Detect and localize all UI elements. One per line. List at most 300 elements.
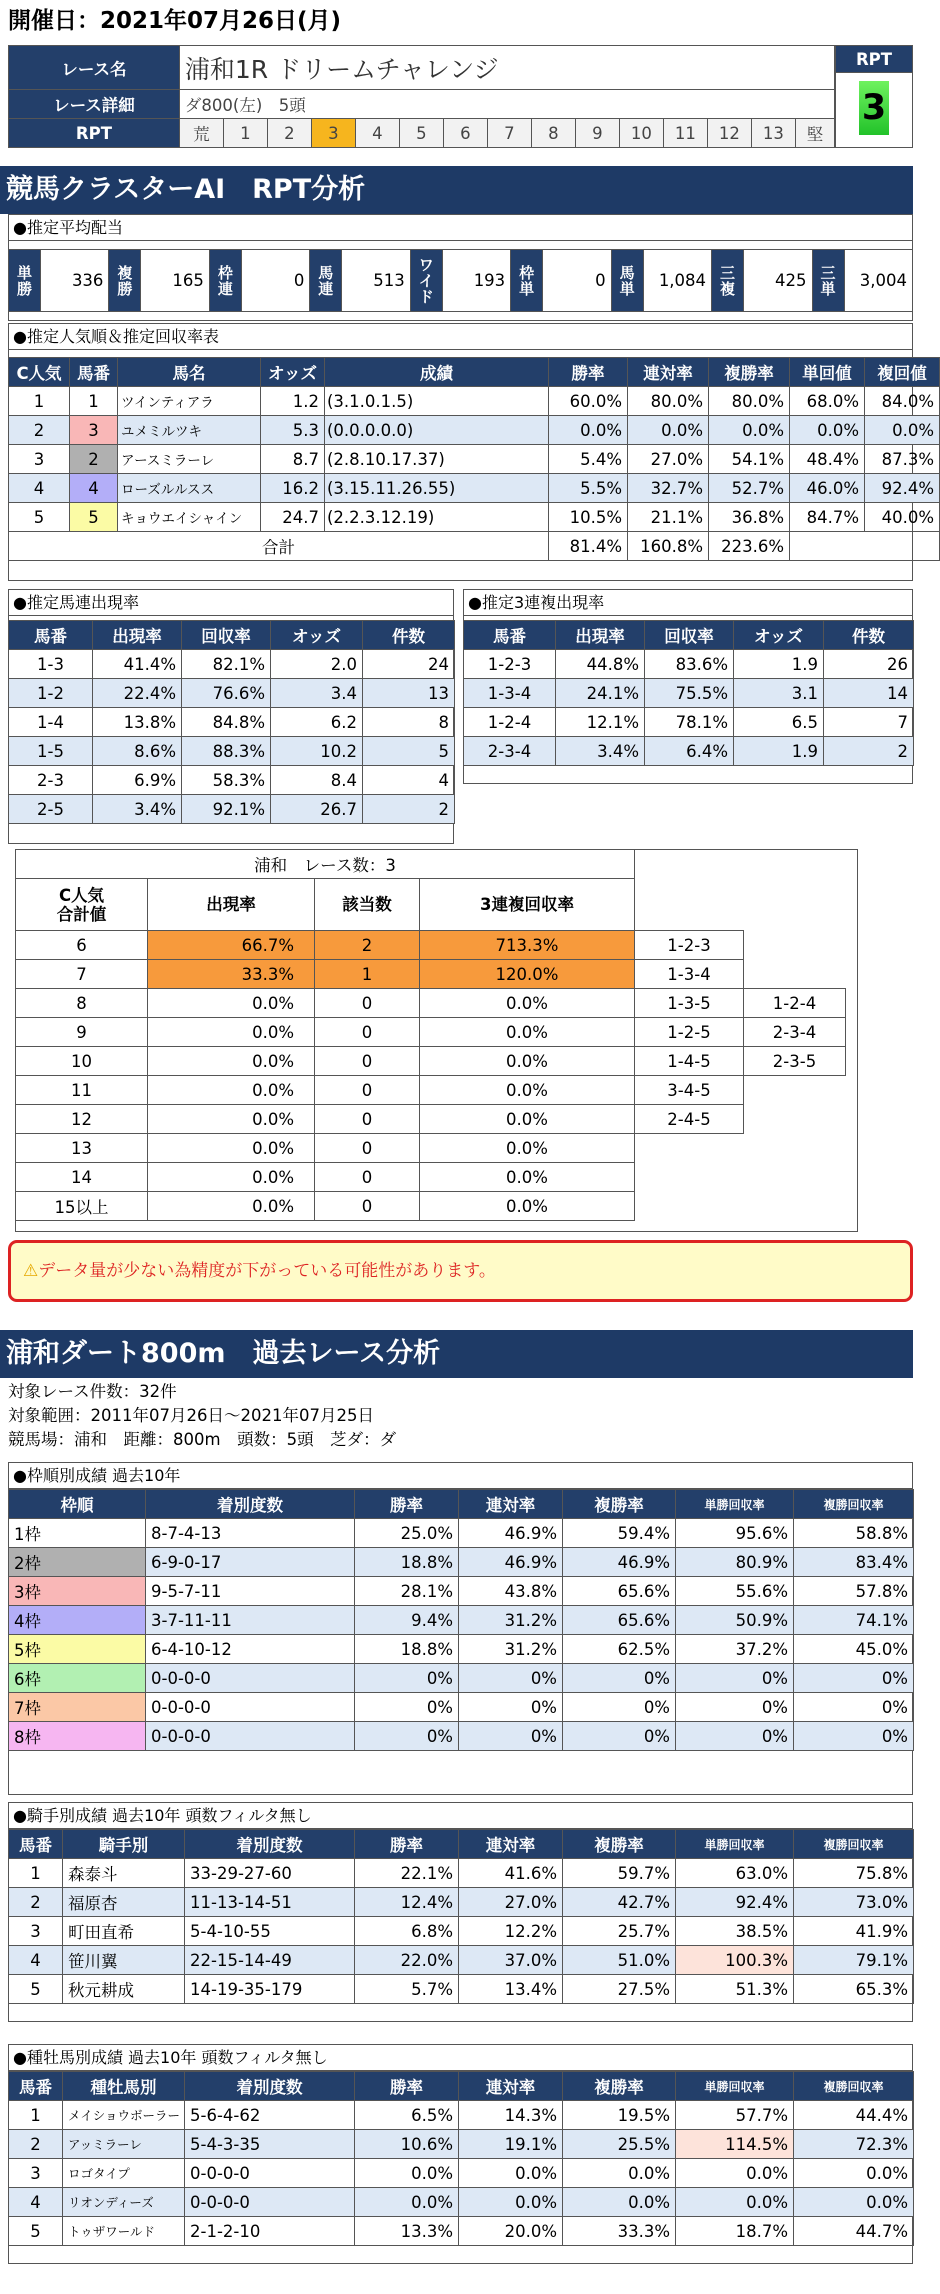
- waku-header-5: 単勝回収率: [676, 1490, 794, 1519]
- jockey-cell: 75.8%: [794, 1859, 914, 1888]
- sire-cell: 0.0%: [794, 2159, 914, 2188]
- race-info-table: [8, 45, 835, 148]
- race-name-label: レース名: [9, 46, 180, 90]
- rpt-scale-6: 6: [443, 119, 487, 148]
- waku-cell: 62.5%: [563, 1635, 676, 1664]
- waku-header-6: 複勝回収率: [794, 1490, 914, 1519]
- waku-cell: 0-0-0-0: [146, 1693, 355, 1722]
- sire-cell: 5: [9, 2217, 63, 2246]
- popularity-cell: 40.0%: [865, 503, 940, 532]
- csum-row: [16, 989, 846, 1018]
- popularity-cell: (3.1.0.1.5): [325, 387, 549, 416]
- payout-table: [8, 249, 913, 312]
- sanren-cell: 1-2-4: [464, 708, 556, 737]
- sire-cell: 14.3%: [459, 2101, 563, 2130]
- csum-header-2: 該当数: [315, 879, 420, 931]
- rpt-scale-1: 1: [223, 119, 267, 148]
- popularity-cell: 32.7%: [628, 474, 709, 503]
- popularity-panel: [8, 323, 934, 581]
- umaren-cell: 84.8%: [182, 708, 271, 737]
- payout-label-3: 馬連: [310, 250, 342, 312]
- jockey-cell: 4: [9, 1946, 63, 1975]
- umaren-cell: 5: [363, 737, 455, 766]
- jockey-header-2: 着別度数: [185, 1830, 355, 1859]
- waku-cell: 3枠: [9, 1577, 146, 1606]
- sire-cell: 3: [9, 2159, 63, 2188]
- jockey-cell: 63.0%: [676, 1859, 794, 1888]
- waku-cell: 0%: [355, 1664, 459, 1693]
- jockey-cell: 笹川翼: [63, 1946, 185, 1975]
- race-detail-label: レース詳細: [9, 90, 180, 119]
- waku-cell: 0-0-0-0: [146, 1722, 355, 1751]
- popularity-cell: ユメミルツキ: [118, 416, 261, 445]
- payout-label-7: 三複: [712, 250, 744, 312]
- sire-cell: 20.0%: [459, 2217, 563, 2246]
- csum-cell: 33.3%: [148, 960, 315, 989]
- sire-cell: 6.5%: [355, 2101, 459, 2130]
- waku-cell: 0-0-0-0: [146, 1664, 355, 1693]
- jockey-label: ●騎手別成績 過去10年 頭数フィルタ無し: [9, 1803, 912, 1829]
- jockey-cell: 5: [9, 1975, 63, 2004]
- payout-label-4: ワイド: [410, 250, 442, 312]
- sire-cell: 44.4%: [794, 2101, 914, 2130]
- jockey-cell: 3: [9, 1917, 63, 1946]
- csum-cell: 0.0%: [420, 1192, 635, 1221]
- sire-panel: [8, 2044, 913, 2264]
- rpt-scale-9: 9: [575, 119, 619, 148]
- umaren-header-2: 回収率: [182, 621, 271, 650]
- waku-cell: 0%: [563, 1664, 676, 1693]
- waku-row: [9, 1635, 914, 1664]
- sire-cell: 114.5%: [676, 2130, 794, 2159]
- sire-cell: 0.0%: [676, 2188, 794, 2217]
- jockey-header-1: 騎手別: [63, 1830, 185, 1859]
- popularity-cell: 4: [70, 474, 118, 503]
- sire-header-5: 複勝率: [563, 2072, 676, 2101]
- csum-cell: 1: [315, 960, 420, 989]
- umaren-cell: 76.6%: [182, 679, 271, 708]
- sire-row: [9, 2188, 914, 2217]
- umaren-cell: 1-4: [9, 708, 93, 737]
- sire-cell: 72.3%: [794, 2130, 914, 2159]
- sire-cell: 1: [9, 2101, 63, 2130]
- sire-header-4: 連対率: [459, 2072, 563, 2101]
- sire-row: [9, 2159, 914, 2188]
- csum-row: [16, 931, 846, 960]
- umaren-cell: 92.1%: [182, 795, 271, 824]
- popularity-total-value: 223.6%: [709, 532, 790, 561]
- jockey-cell: 41.9%: [794, 1917, 914, 1946]
- csum-combo-empty: [744, 1105, 846, 1134]
- csum-cell: 0: [315, 1163, 420, 1192]
- jockey-header-6: 単勝回収率: [676, 1830, 794, 1859]
- payout-value-7: 425: [744, 250, 812, 312]
- popularity-header-6: 連対率: [628, 358, 709, 387]
- popularity-cell: 0.0%: [709, 416, 790, 445]
- umaren-cell: 26.7: [271, 795, 363, 824]
- csum-cell: 0: [315, 1076, 420, 1105]
- sire-cell: 0.0%: [676, 2159, 794, 2188]
- csum-row: [16, 1163, 846, 1192]
- waku-cell: 45.0%: [794, 1635, 914, 1664]
- sire-cell: メイショウボーラー: [63, 2101, 185, 2130]
- waku-cell: 0%: [676, 1664, 794, 1693]
- popularity-row: [9, 387, 940, 416]
- jockey-panel: [8, 1802, 913, 2022]
- umaren-panel: [8, 589, 454, 844]
- rpt-panel: [835, 45, 913, 148]
- jockey-cell: 12.2%: [459, 1917, 563, 1946]
- csum-cell: 0.0%: [148, 1192, 315, 1221]
- popularity-cell: 80.0%: [709, 387, 790, 416]
- sanren-cell: 2: [824, 737, 914, 766]
- umaren-cell: 1-3: [9, 650, 93, 679]
- sanren-cell: 6.5: [734, 708, 824, 737]
- payout-value-0: 336: [41, 250, 109, 312]
- waku-cell: 6枠: [9, 1664, 146, 1693]
- waku-cell: 74.1%: [794, 1606, 914, 1635]
- jockey-header-0: 馬番: [9, 1830, 63, 1859]
- csum-cell: 0.0%: [148, 1163, 315, 1192]
- warning-text: データ量が少ない為精度が下がっている可能性があります。: [38, 1261, 496, 1281]
- popularity-cell: ローズルルスス: [118, 474, 261, 503]
- umaren-cell: 6.9%: [93, 766, 182, 795]
- waku-cell: 0%: [355, 1722, 459, 1751]
- umaren-row: [9, 795, 455, 824]
- jockey-cell: 33-29-27-60: [185, 1859, 355, 1888]
- waku-cell: 3-7-11-11: [146, 1606, 355, 1635]
- popularity-cell: 84.7%: [790, 503, 865, 532]
- csum-cell: 0.0%: [420, 1047, 635, 1076]
- popularity-cell: 0.0%: [628, 416, 709, 445]
- jockey-row: [9, 1975, 914, 2004]
- race-detail: ダ800(左) 5頭: [179, 90, 834, 119]
- waku-cell: 25.0%: [355, 1519, 459, 1548]
- csum-cell: 11: [16, 1076, 148, 1105]
- sire-cell: 0-0-0-0: [185, 2159, 355, 2188]
- payout-label-0: 単勝: [9, 250, 41, 312]
- jockey-cell: 100.3%: [676, 1946, 794, 1975]
- csum-header-0: C人気 合計値: [16, 879, 148, 931]
- csum-cell: 0: [315, 1047, 420, 1076]
- sire-cell: 13.3%: [355, 2217, 459, 2246]
- waku-cell: 0%: [459, 1693, 563, 1722]
- popularity-cell: 0.0%: [549, 416, 628, 445]
- csum-cell: 0.0%: [148, 989, 315, 1018]
- csum-row: [16, 1076, 846, 1105]
- umaren-label: ●推定馬連出現率: [9, 590, 453, 616]
- sanren-label: ●推定3連複出現率: [464, 590, 912, 616]
- rpt-scale-12: 12: [707, 119, 751, 148]
- waku-row: [9, 1519, 914, 1548]
- jockey-cell: 27.0%: [459, 1888, 563, 1917]
- jockey-cell: 79.1%: [794, 1946, 914, 1975]
- popularity-cell: 27.0%: [628, 445, 709, 474]
- jockey-cell: 38.5%: [676, 1917, 794, 1946]
- waku-cell: 31.2%: [459, 1635, 563, 1664]
- jockey-cell: 5-4-10-55: [185, 1917, 355, 1946]
- csum-cell: 15以上: [16, 1192, 148, 1221]
- sire-label: ●種牡馬別成績 過去10年 頭数フィルタ無し: [9, 2045, 912, 2071]
- rpt-scale-3: 3: [311, 119, 355, 148]
- waku-row: [9, 1722, 914, 1751]
- payout-label-1: 複勝: [109, 250, 141, 312]
- rpt-scale-5: 5: [399, 119, 443, 148]
- sanren-cell: 7: [824, 708, 914, 737]
- waku-cell: 65.6%: [563, 1606, 676, 1635]
- csum-cell: 66.7%: [148, 931, 315, 960]
- csum-cell: 12: [16, 1105, 148, 1134]
- waku-header-4: 複勝率: [563, 1490, 676, 1519]
- sire-cell: 44.7%: [794, 2217, 914, 2246]
- umaren-cell: 8.6%: [93, 737, 182, 766]
- sanren-header-4: 件数: [824, 621, 914, 650]
- waku-cell: 0%: [676, 1722, 794, 1751]
- jockey-cell: 37.0%: [459, 1946, 563, 1975]
- jockey-cell: 14-19-35-179: [185, 1975, 355, 2004]
- popularity-cell: 3: [70, 416, 118, 445]
- sanren-header-2: 回収率: [645, 621, 734, 650]
- umaren-row: [9, 766, 455, 795]
- popularity-header-8: 単回値: [790, 358, 865, 387]
- sire-cell: 25.5%: [563, 2130, 676, 2159]
- csum-row: [16, 1192, 846, 1221]
- popularity-cell: (2.2.3.12.19): [325, 503, 549, 532]
- sire-cell: 4: [9, 2188, 63, 2217]
- sanren-cell: 1.9: [734, 737, 824, 766]
- waku-cell: 7枠: [9, 1693, 146, 1722]
- jockey-cell: 1: [9, 1859, 63, 1888]
- waku-cell: 58.8%: [794, 1519, 914, 1548]
- popularity-cell: 87.3%: [865, 445, 940, 474]
- csum-combo-empty: [744, 960, 846, 989]
- jockey-cell: 22.0%: [355, 1946, 459, 1975]
- sanren-cell: 3.4%: [556, 737, 645, 766]
- past-cond: 競馬場：浦和 距離：800m 頭数：5頭 芝ダ：ダ: [8, 1430, 397, 1449]
- waku-cell: 65.6%: [563, 1577, 676, 1606]
- csum-combo: 1-3-5: [635, 989, 744, 1018]
- csum-cell: 9: [16, 1018, 148, 1047]
- rpt-scale-8: 8: [531, 119, 575, 148]
- sire-cell: 0.0%: [794, 2188, 914, 2217]
- csum-title: 浦和 レース数：3: [16, 850, 635, 879]
- csum-cell: 120.0%: [420, 960, 635, 989]
- sire-cell: 10.6%: [355, 2130, 459, 2159]
- sire-row: [9, 2101, 914, 2130]
- sire-header-7: 複勝回収率: [794, 2072, 914, 2101]
- jockey-row: [9, 1917, 914, 1946]
- popularity-header-0: C人気: [9, 358, 70, 387]
- umaren-header-4: 件数: [363, 621, 455, 650]
- popularity-cell: 1: [9, 387, 70, 416]
- sanren-header-0: 馬番: [464, 621, 556, 650]
- sire-cell: 2: [9, 2130, 63, 2159]
- waku-row: [9, 1606, 914, 1635]
- popularity-cell: (2.8.10.17.37): [325, 445, 549, 474]
- sire-cell: 19.1%: [459, 2130, 563, 2159]
- csum-cell: 0.0%: [420, 1134, 635, 1163]
- waku-cell: 0%: [563, 1722, 676, 1751]
- sanren-cell: 44.8%: [556, 650, 645, 679]
- waku-cell: 0%: [676, 1693, 794, 1722]
- popularity-label: ●推定人気順＆推定回収率表: [9, 324, 912, 350]
- sire-cell: トゥザワールド: [63, 2217, 185, 2246]
- jockey-cell: 25.7%: [563, 1917, 676, 1946]
- umaren-cell: 8.4: [271, 766, 363, 795]
- rpt-scale-13: 13: [751, 119, 795, 148]
- umaren-cell: 1-5: [9, 737, 93, 766]
- waku-cell: 55.6%: [676, 1577, 794, 1606]
- csum-combo: 2-3-4: [744, 1018, 846, 1047]
- sanren-cell: 3.1: [734, 679, 824, 708]
- sanren-cell: 78.1%: [645, 708, 734, 737]
- jockey-header-4: 連対率: [459, 1830, 563, 1859]
- umaren-header-3: オッズ: [271, 621, 363, 650]
- sanren-header-3: オッズ: [734, 621, 824, 650]
- sanren-cell: 24.1%: [556, 679, 645, 708]
- sanren-cell: 1.9: [734, 650, 824, 679]
- jockey-cell: 65.3%: [794, 1975, 914, 2004]
- sire-cell: ロゴタイプ: [63, 2159, 185, 2188]
- sire-cell: 0.0%: [459, 2188, 563, 2217]
- umaren-cell: 41.4%: [93, 650, 182, 679]
- waku-panel: [8, 1462, 913, 1795]
- popularity-cell: 54.1%: [709, 445, 790, 474]
- rpt-panel-label: RPT: [836, 46, 912, 73]
- jockey-cell: 59.7%: [563, 1859, 676, 1888]
- sire-cell: 0.0%: [355, 2159, 459, 2188]
- popularity-header-4: 成績: [325, 358, 549, 387]
- csum-header-1: 出現率: [148, 879, 315, 931]
- popularity-cell: 3: [9, 445, 70, 474]
- umaren-cell: 8: [363, 708, 455, 737]
- umaren-row: [9, 737, 455, 766]
- jockey-cell: 92.4%: [676, 1888, 794, 1917]
- popularity-cell: ツインティアラ: [118, 387, 261, 416]
- sanren-cell: 1-2-3: [464, 650, 556, 679]
- waku-header-2: 勝率: [355, 1490, 459, 1519]
- csum-cell: 14: [16, 1163, 148, 1192]
- csum-combo: 1-3-4: [635, 960, 744, 989]
- umaren-header-0: 馬番: [9, 621, 93, 650]
- payout-value-1: 165: [141, 250, 209, 312]
- csum-combo-empty: [635, 1192, 846, 1221]
- umaren-cell: 2-3: [9, 766, 93, 795]
- csum-combo: 2-3-5: [744, 1047, 846, 1076]
- popularity-header-9: 複回値: [865, 358, 940, 387]
- popularity-cell: 80.0%: [628, 387, 709, 416]
- umaren-cell: 6.2: [271, 708, 363, 737]
- past-banner: 浦和ダート800m 過去レース分析: [0, 1330, 913, 1378]
- sanren-header-1: 出現率: [556, 621, 645, 650]
- sire-cell: リオンディーズ: [63, 2188, 185, 2217]
- popularity-cell: キョウエイシャイン: [118, 503, 261, 532]
- popularity-cell: 24.7: [261, 503, 325, 532]
- umaren-cell: 13.8%: [93, 708, 182, 737]
- past-range: 対象範囲：2011年07月26日～2021年07月25日: [8, 1406, 374, 1425]
- rpt-scale-11: 11: [663, 119, 707, 148]
- csum-blank: [635, 879, 846, 931]
- jockey-cell: 町田直希: [63, 1917, 185, 1946]
- popularity-table: [8, 357, 940, 561]
- sanren-cell: 14: [824, 679, 914, 708]
- popularity-row: [9, 445, 940, 474]
- umaren-cell: 82.1%: [182, 650, 271, 679]
- sanren-row: [464, 737, 914, 766]
- sire-cell: 18.7%: [676, 2217, 794, 2246]
- sanren-cell: 75.5%: [645, 679, 734, 708]
- waku-header-0: 枠順: [9, 1490, 146, 1519]
- waku-cell: 0%: [563, 1693, 676, 1722]
- jockey-cell: 51.3%: [676, 1975, 794, 2004]
- csum-cell: 0: [315, 1018, 420, 1047]
- warning-icon: ⚠: [23, 1261, 39, 1281]
- csum-cell: 8: [16, 989, 148, 1018]
- waku-cell: 0%: [459, 1664, 563, 1693]
- waku-cell: 2枠: [9, 1548, 146, 1577]
- umaren-cell: 58.3%: [182, 766, 271, 795]
- rpt-scale-7: 7: [487, 119, 531, 148]
- popularity-row: [9, 474, 940, 503]
- popularity-cell: 52.7%: [709, 474, 790, 503]
- waku-row: [9, 1693, 914, 1722]
- payout-panel: [8, 214, 913, 321]
- waku-cell: 83.4%: [794, 1548, 914, 1577]
- payout-value-3: 513: [342, 250, 410, 312]
- jockey-cell: 42.7%: [563, 1888, 676, 1917]
- csum-row: [16, 1134, 846, 1163]
- sire-header-6: 単勝回収率: [676, 2072, 794, 2101]
- jockey-cell: 秋元耕成: [63, 1975, 185, 2004]
- sanren-row: [464, 679, 914, 708]
- jockey-cell: 福原杏: [63, 1888, 185, 1917]
- umaren-cell: 2.0: [271, 650, 363, 679]
- csum-cell: 0: [315, 989, 420, 1018]
- popularity-cell: 1.2: [261, 387, 325, 416]
- csum-row: [16, 1105, 846, 1134]
- race-name: 浦和1R ドリームチャレンジ: [179, 46, 834, 90]
- payout-label-5: 枠単: [511, 250, 543, 312]
- waku-cell: 0%: [355, 1693, 459, 1722]
- sire-table: [8, 2071, 914, 2246]
- waku-cell: 4枠: [9, 1606, 146, 1635]
- jockey-row: [9, 1859, 914, 1888]
- waku-cell: 80.9%: [676, 1548, 794, 1577]
- umaren-cell: 1-2: [9, 679, 93, 708]
- sire-cell: 19.5%: [563, 2101, 676, 2130]
- popularity-total-value: 160.8%: [628, 532, 709, 561]
- waku-cell: 0%: [794, 1722, 914, 1751]
- waku-cell: 95.6%: [676, 1519, 794, 1548]
- popularity-header-3: オッズ: [261, 358, 325, 387]
- waku-row: [9, 1548, 914, 1577]
- jockey-cell: 2: [9, 1888, 63, 1917]
- csum-cell: 0.0%: [420, 1163, 635, 1192]
- payout-label: ●推定平均配当: [9, 215, 912, 241]
- waku-cell: 43.8%: [459, 1577, 563, 1606]
- popularity-total-value: 81.4%: [549, 532, 628, 561]
- payout-value-8: 3,004: [844, 250, 913, 312]
- csum-cell: 0: [315, 1105, 420, 1134]
- sire-header-0: 馬番: [9, 2072, 63, 2101]
- waku-cell: 0%: [459, 1722, 563, 1751]
- popularity-cell: 0.0%: [790, 416, 865, 445]
- sanren-panel: [463, 589, 913, 784]
- csum-cell: 0.0%: [420, 1076, 635, 1105]
- csum-combo: 3-4-5: [635, 1076, 744, 1105]
- jockey-cell: 22-15-14-49: [185, 1946, 355, 1975]
- popularity-cell: 5.5%: [549, 474, 628, 503]
